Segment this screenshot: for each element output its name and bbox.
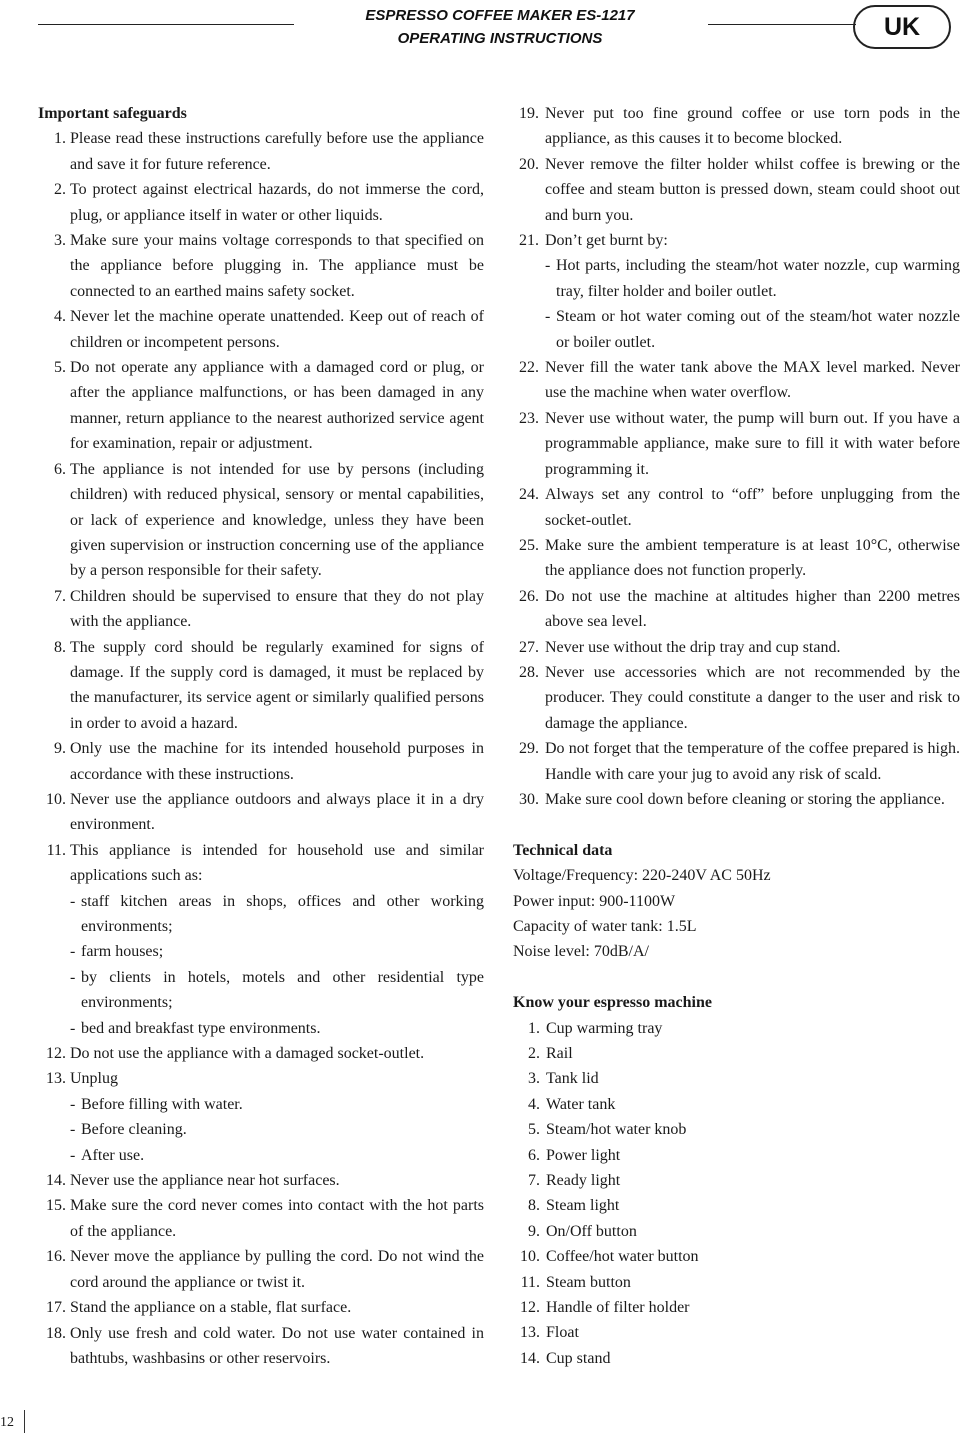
item-text: Only use fresh and cold water. Do not use water contained in bathtubs, washbasins or other reservoirs.: [70, 1324, 484, 1367]
item-text: Make sure the ambient temperature is at least 10°C, otherwise the appliance does not function properly.: [545, 536, 960, 580]
item-number: 3.: [528, 1070, 540, 1088]
machine-part-item: [513, 1117, 960, 1142]
document-title: [300, 4, 700, 50]
sub-item-text: bed and breakfast type environments.: [81, 1019, 321, 1037]
machine-part-item: [513, 1092, 960, 1117]
item-text: Ready light: [546, 1172, 621, 1190]
safeguard-item-18: [38, 1321, 484, 1372]
item-text: Never use without water, the pump will burn out. If you have a programmable appliance, make sure to fill it with water before programming it.: [545, 409, 960, 478]
safeguard-item-29: [513, 736, 960, 787]
safeguard-item-14: [38, 1168, 484, 1193]
item-number: 1.: [54, 130, 66, 148]
technical-spec-line: Noise level: 70dB/A/: [513, 943, 649, 961]
safeguard-item-19: [513, 101, 960, 152]
machine-part-item: [513, 1041, 960, 1066]
item-number: 12.: [520, 1299, 540, 1317]
technical-spec-line: Capacity of water tank: 1.5L: [513, 917, 697, 935]
item-text: Always set any control to “off” before unplugging from the socket-outlet.: [545, 486, 960, 529]
safeguard-item-3: [38, 228, 484, 304]
item-number: 2.: [54, 181, 66, 199]
sub-item-text: Before filling with water.: [81, 1095, 243, 1113]
item-number: 16.: [46, 1248, 66, 1266]
safeguard-item-22: [513, 355, 960, 406]
machine-part-item: [513, 1270, 960, 1295]
sub-item: [545, 304, 960, 355]
item-text: Do not use the machine at altitudes higher than 2200 metres above sea level.: [545, 587, 960, 631]
sub-item: [70, 965, 484, 1016]
item-number: 2.: [528, 1045, 540, 1062]
item-text: Never remove the filter holder whilst coffee is brewing or the coffee and steam button is pressed down, steam could shoot out and burn you.: [545, 155, 960, 224]
item-text: Never let the machine operate unattended. Keep out of reach of children or incompetent persons.: [70, 308, 484, 351]
dash-bullet: -: [70, 1121, 76, 1139]
item-text: Make sure the cord never comes into contact with the hot parts of the appliance.: [70, 1197, 484, 1240]
item-text: Do not operate any appliance with a damaged cord or plug, or after the appliance malfunctions, or has been damaged in any manner, return appliance to the nearest authorized service agent for examination, repair or adjustment.: [70, 359, 484, 453]
item-number: 5.: [54, 359, 66, 377]
item-number: 9.: [54, 740, 66, 758]
item-text: Stand the appliance on a stable, flat surface.: [70, 1299, 352, 1317]
dash-bullet: -: [545, 257, 551, 275]
dash-bullet: -: [545, 308, 551, 326]
item-number: 17.: [46, 1299, 66, 1317]
item-text: Only use the machine for its intended household purposes in accordance with these instructions.: [70, 740, 484, 783]
item-number: 3.: [54, 232, 66, 250]
machine-part-item: [513, 1346, 960, 1371]
item-text: Steam/hot water knob: [546, 1121, 687, 1139]
item-number: 12.: [46, 1045, 66, 1063]
dash-bullet: -: [70, 943, 76, 961]
item-number: 28.: [519, 663, 539, 681]
item-number: 20.: [519, 155, 539, 173]
item-number: 19.: [519, 105, 539, 122]
item-text: Never use the appliance outdoors and always place it in a dry environment.: [70, 790, 484, 834]
item-text: Do not use the appliance with a damaged socket-outlet.: [70, 1045, 425, 1063]
machine-part-item: [513, 1143, 960, 1168]
safeguard-item-25: [513, 533, 960, 584]
item-number: 10.: [520, 1248, 540, 1266]
language-badge: UK: [853, 5, 951, 49]
safeguard-item-7: [38, 584, 484, 635]
item-text: Water tank: [546, 1095, 616, 1113]
safeguard-item-12: [38, 1041, 484, 1066]
safeguard-item-15: [38, 1193, 484, 1244]
sub-item: [545, 253, 960, 304]
item-text: Make sure your mains voltage corresponds to that specified on the appliance before plugging in. The appliance must be connected to an earthed mains safety socket.: [70, 232, 484, 300]
item-text: Never move the appliance by pulling the cord. Do not wind the cord around the appliance or twist it.: [70, 1248, 484, 1291]
sub-item: [70, 1143, 484, 1168]
header-rule-left: [38, 24, 294, 25]
item-number: 8.: [54, 638, 66, 656]
page-number-rule: [24, 1410, 25, 1433]
item-text: Unplug: [70, 1070, 118, 1088]
dash-bullet: -: [70, 1146, 76, 1164]
safeguard-item-6: [38, 457, 484, 584]
item-text: Coffee/hot water button: [546, 1248, 699, 1266]
dash-bullet: -: [70, 1019, 76, 1037]
item-number: 14.: [46, 1172, 66, 1190]
safeguard-item-13: [38, 1066, 484, 1168]
document-subtitle: OPERATING INSTRUCTIONS: [397, 30, 603, 47]
sub-item-text: farm houses;: [81, 943, 164, 961]
header-rule-right: [708, 24, 856, 25]
sub-item-text: Hot parts, including the steam/hot water nozzle, cup warming tray, filter holder and boiler outlet.: [556, 257, 960, 300]
item-text: Rail: [546, 1045, 573, 1062]
item-number: 5.: [528, 1121, 540, 1139]
machine-part-item: [513, 1295, 960, 1320]
sub-item-text: by clients in hotels, motels and other residential type environments;: [81, 968, 484, 1012]
safeguards-heading: Important safeguards: [38, 105, 187, 122]
item-number: 30.: [519, 790, 539, 808]
item-text: Float: [546, 1324, 579, 1342]
item-text: Tank lid: [546, 1070, 599, 1088]
item-number: 7.: [54, 587, 66, 605]
item-number: 10.: [46, 790, 66, 808]
sub-item: [70, 1117, 484, 1142]
safeguard-item-11: [38, 838, 484, 1041]
item-number: 7.: [528, 1172, 540, 1190]
item-number: 29.: [519, 740, 539, 758]
sub-item-text: Before cleaning.: [81, 1121, 187, 1139]
section-spacer: [513, 812, 960, 837]
item-text: Children should be supervised to ensure that they do not play with the appliance.: [70, 587, 484, 631]
item-number: 6.: [54, 460, 66, 478]
item-text: The appliance is not intended for use by persons (including children) with reduced physical, sensory or mental capabilities, or lack of experience and knowledge, unless they have been given supervision or instruction concerning use of the appliance by a person responsible for their safety.: [70, 460, 484, 580]
item-number: 13.: [520, 1324, 540, 1342]
item-number: 14.: [520, 1349, 540, 1367]
item-number: 21.: [519, 232, 539, 250]
safeguard-item-27: [513, 635, 960, 660]
safeguards-column-left: [38, 101, 484, 1371]
item-number: 15.: [46, 1197, 66, 1215]
sub-item: [70, 1016, 484, 1041]
item-text: Never put too fine ground coffee or use torn pods in the appliance, as this causes it to become blocked.: [545, 105, 960, 148]
item-text: Never use accessories which are not recommended by the producer. They could constitute a danger to the user and risk to damage the appliance.: [545, 663, 960, 732]
item-number: 11.: [520, 1273, 540, 1291]
safeguard-item-5: [38, 355, 484, 457]
item-text: Cup stand: [546, 1349, 611, 1367]
safeguard-item-4: [38, 304, 484, 355]
item-text: Handle of filter holder: [546, 1299, 690, 1317]
safeguard-item-20: [513, 152, 960, 228]
item-text: Make sure cool down before cleaning or storing the appliance.: [545, 790, 945, 808]
sub-item: [70, 889, 484, 940]
item-number: 11.: [46, 841, 66, 859]
safeguard-item-23: [513, 406, 960, 482]
item-text: Don’t get burnt by:: [545, 232, 668, 250]
dash-bullet: -: [70, 1095, 76, 1113]
item-number: 26.: [519, 587, 539, 605]
safeguard-item-16: [38, 1244, 484, 1295]
safeguard-item-26: [513, 584, 960, 635]
item-number: 27.: [519, 638, 539, 656]
item-text: On/Off button: [546, 1222, 637, 1240]
item-number: 23.: [519, 409, 539, 427]
dash-bullet: -: [70, 968, 76, 986]
machine-part-item: [513, 1016, 960, 1041]
machine-part-item: [513, 1193, 960, 1218]
item-text: The supply cord should be regularly examined for signs of damage. If the supply cord is damaged, it must be replaced by the manufacturer, its service agent or similarly qualified persons in order to avoid a hazard.: [70, 638, 484, 732]
item-number: 22.: [519, 359, 539, 377]
sub-item-text: staff kitchen areas in shops, offices and other working environments;: [81, 892, 484, 935]
machine-part-item: [513, 1244, 960, 1269]
item-number: 8.: [528, 1197, 540, 1215]
item-text: Power light: [546, 1146, 621, 1164]
technical-spec-line: Power input: 900-1100W: [513, 892, 676, 910]
machine-part-item: [513, 1168, 960, 1193]
safeguard-item-17: [38, 1295, 484, 1320]
page-number: 12: [0, 1415, 14, 1430]
technical-data-heading: Technical data: [513, 841, 613, 859]
product-name: ESPRESSO COFFEE MAKER ES-1217: [365, 7, 635, 24]
item-number: 4.: [54, 308, 66, 326]
item-text: Never fill the water tank above the MAX level marked. Never use the machine when water overflow.: [545, 359, 960, 402]
item-number: 25.: [519, 536, 539, 554]
item-text: Steam light: [546, 1197, 620, 1215]
safeguard-item-9: [38, 736, 484, 787]
safeguards-column-right: [513, 101, 960, 1371]
safeguard-item-1: [38, 126, 484, 177]
item-number: 18.: [46, 1324, 66, 1342]
safeguard-item-24: [513, 482, 960, 533]
item-text: Never use the appliance near hot surfaces.: [70, 1172, 340, 1190]
sub-item: [70, 1092, 484, 1117]
item-text: Please read these instructions carefully before use the appliance and save it for future reference.: [70, 130, 484, 173]
item-number: 4.: [528, 1095, 540, 1113]
item-number: 6.: [528, 1146, 540, 1164]
know-machine-heading: Know your espresso machine: [513, 994, 712, 1012]
item-text: This appliance is intended for household use and similar applications such as:: [70, 841, 484, 885]
item-text: Cup warming tray: [546, 1019, 663, 1037]
safeguard-item-10: [38, 787, 484, 838]
item-text: Steam button: [546, 1273, 631, 1291]
safeguard-item-21: [513, 228, 960, 355]
dash-bullet: -: [70, 892, 76, 910]
sub-item-text: Steam or hot water coming out of the steam/hot water nozzle or boiler outlet.: [556, 308, 960, 351]
item-text: To protect against electrical hazards, do not immerse the cord, plug, or appliance itself in water or other liquids.: [70, 181, 484, 224]
machine-part-item: [513, 1066, 960, 1091]
item-number: 24.: [519, 486, 539, 504]
machine-part-item: [513, 1320, 960, 1345]
safeguard-item-28: [513, 660, 960, 736]
section-spacer: [513, 965, 960, 990]
technical-spec-line: Voltage/Frequency: 220-240V AC 50Hz: [513, 867, 771, 885]
safeguard-item-8: [38, 635, 484, 737]
machine-part-item: [513, 1219, 960, 1244]
item-text: Never use without the drip tray and cup stand.: [545, 638, 841, 656]
safeguard-item-30: [513, 787, 960, 812]
item-text: Do not forget that the temperature of the coffee prepared is high. Handle with care your jug to avoid any risk of scald.: [545, 740, 960, 783]
safeguard-item-2: [38, 177, 484, 228]
item-number: 9.: [528, 1222, 540, 1240]
item-number: 1.: [528, 1019, 540, 1037]
item-number: 13.: [46, 1070, 66, 1088]
sub-item-text: After use.: [81, 1146, 145, 1164]
sub-item: [70, 939, 484, 964]
